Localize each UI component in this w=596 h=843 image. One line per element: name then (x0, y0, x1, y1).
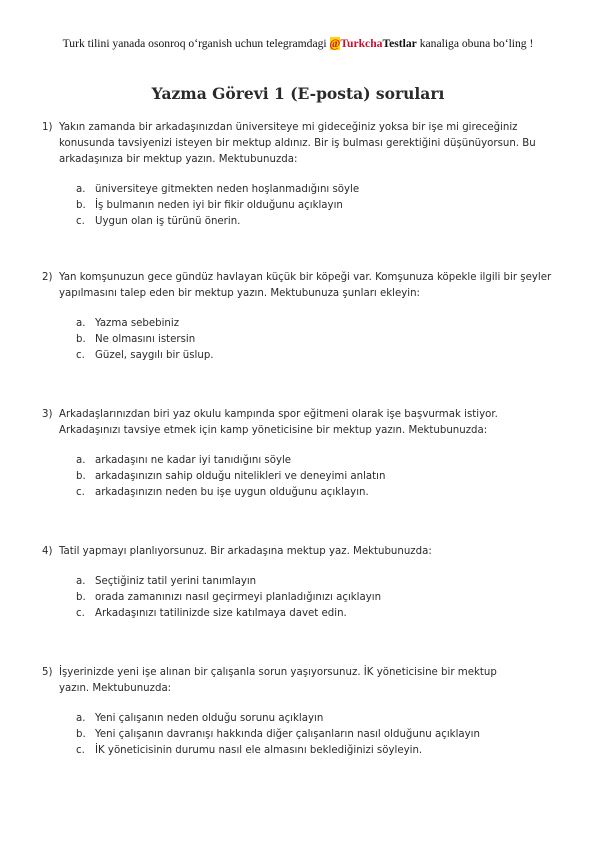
item-text: Yeni çalışanın neden olduğu sorunu açıklayın (95, 713, 324, 724)
question-number: 2) (42, 272, 53, 283)
item-text: arkadaşınızın sahip olduğu nitelikleri ve deneyimi anlatın (95, 471, 386, 482)
item-letter: b. (76, 471, 86, 482)
list-item (42, 214, 562, 230)
item-text: Ne olmasını istersin (95, 334, 196, 345)
header-brand-black: Testlar (382, 37, 417, 50)
question-number: 4) (42, 546, 53, 557)
item-text: Yeni çalışanın davranışı hakkında diğer çalışanların nasıl olduğunu açıklayın (95, 729, 480, 740)
list-item (42, 711, 562, 727)
item-letter: c. (76, 216, 85, 227)
item-letter: c. (76, 487, 85, 498)
question-number: 1) (42, 122, 53, 133)
question-1 (42, 120, 562, 230)
item-letter: c. (76, 350, 85, 361)
item-letter: b. (76, 334, 86, 345)
page-title: Yazma Görevi 1 (E-posta) soruları (151, 84, 445, 103)
question-items (42, 316, 562, 364)
question-4 (42, 544, 562, 622)
list-item (42, 198, 562, 214)
list-item (42, 574, 562, 590)
list-item (42, 743, 562, 759)
question-5 (42, 665, 562, 759)
question-text: Yakın zamanda bir arkadaşınızdan üniversiteye mi gideceğiniz yoksa bir işe mi gireceğiniz konusunda tavsiyenizi isteyen bir mektup aldınız. Bir iş bulması gerektiğini düşünüyorsun. Bu arkadaşınıza bir mektup yazın. Mektubunuzda: (59, 122, 536, 165)
item-text: Güzel, saygılı bir üslup. (95, 350, 214, 361)
item-text: arkadaşınızın neden bu işe uygun olduğunu açıklayın. (95, 487, 369, 498)
header-at-sign: @ (329, 37, 341, 50)
item-letter: b. (76, 592, 86, 603)
question-number: 5) (42, 667, 53, 678)
item-letter: a. (76, 576, 86, 587)
item-text: üniversiteye gitmekten neden hoşlanmadığını söyle (95, 184, 360, 195)
item-text: Arkadaşınızı tatilinizde size katılmaya davet edin. (95, 608, 347, 619)
question-items (42, 182, 562, 230)
question-items (42, 574, 562, 622)
list-item (42, 727, 562, 743)
item-letter: a. (76, 713, 86, 724)
channel-promo-header (0, 37, 596, 50)
question-text: Tatil yapmayı planlıyorsunuz. Bir arkadaşına mektup yaz. Mektubunuzda: (59, 546, 432, 557)
list-item (42, 316, 562, 332)
item-letter: b. (76, 200, 86, 211)
question-2 (42, 270, 562, 364)
item-text: Yazma sebebiniz (95, 318, 180, 329)
list-item (42, 453, 562, 469)
list-item (42, 590, 562, 606)
item-letter: c. (76, 745, 85, 756)
question-items (42, 453, 562, 501)
item-letter: a. (76, 318, 86, 329)
question-number: 3) (42, 409, 53, 420)
header-suffix: kanaliga obuna bo‘ling ! (416, 37, 534, 50)
list-item (42, 469, 562, 485)
question-items (42, 711, 562, 759)
item-text: İK yöneticisinin durumu nasıl ele almasını beklediğinizi söyleyin. (95, 745, 423, 756)
list-item (42, 485, 562, 501)
header-prefix: Turk tilini yanada osonroq o‘rganish uchun telegramdagi (62, 37, 330, 50)
item-text: Seçtiğiniz tatil yerini tanımlayın (95, 576, 257, 587)
question-text-line: İşyerinizde yeni işe alınan bir çalışanla sorun yaşıyorsunuz. İK yöneticisine bir mektup (59, 667, 497, 678)
list-item (42, 332, 562, 348)
item-text: arkadaşını ne kadar iyi tanıdığını söyle (95, 455, 292, 466)
item-text: Uygun olan iş türünü önerin. (95, 216, 241, 227)
item-text: orada zamanınızı nasıl geçirmeyi planladığınızı açıklayın (95, 592, 382, 603)
item-letter: c. (76, 608, 85, 619)
item-letter: a. (76, 455, 86, 466)
list-item (42, 348, 562, 364)
item-text: İş bulmanın neden iyi bir fikir olduğunu açıklayın (95, 200, 343, 211)
item-letter: b. (76, 729, 86, 740)
question-text-line: yazın. Mektubunuzda: (59, 683, 172, 694)
question-text (59, 665, 562, 697)
question-text: Yan komşunuzun gece gündüz havlayan küçük bir köpeği var. Komşunuza köpekle ilgili bir şeyler yapılmasını talep eden bir mektup yazın. Mektubunuza şunları ekleyin: (59, 272, 552, 299)
list-item (42, 182, 562, 198)
question-text: Arkadaşlarınızdan biri yaz okulu kampında spor eğitmeni olarak işe başvurmak istiyor. Arkadaşınızı tavsiye etmek için kamp yöneticisine bir mektup yazın. Mektubunuzda: (59, 409, 498, 436)
question-3 (42, 407, 562, 501)
list-item (42, 606, 562, 622)
header-brand-red: Turkcha (340, 37, 383, 50)
item-letter: a. (76, 184, 86, 195)
